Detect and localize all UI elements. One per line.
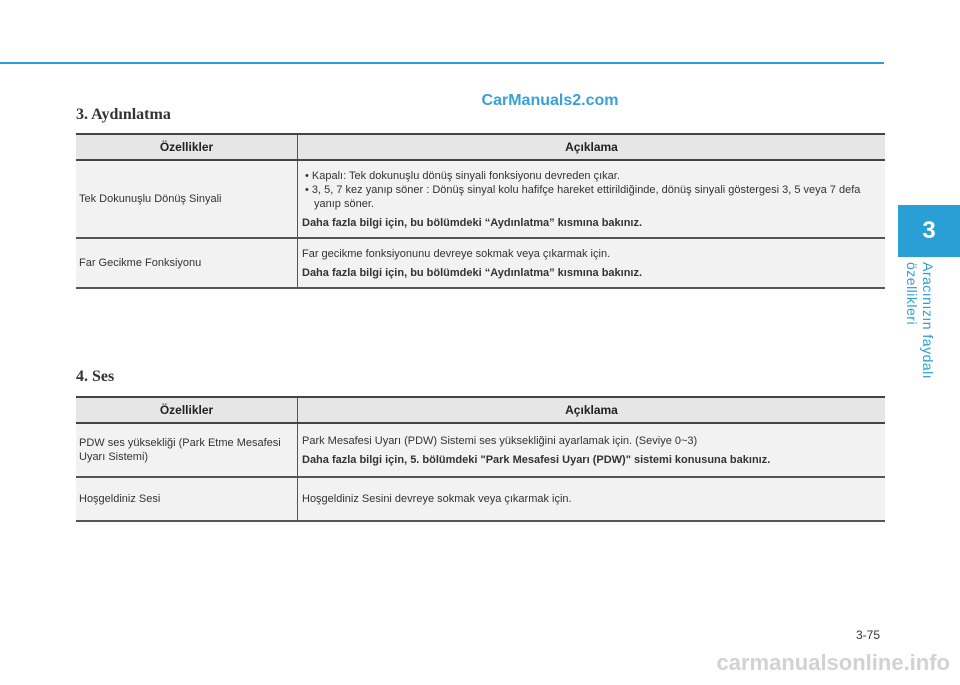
reference-note: Daha fazla bilgi için, bu bölümdeki “Aydınlatma” kısmına bakınız. <box>302 216 643 229</box>
watermark-top: CarManuals2.com <box>481 92 619 109</box>
lighting-table <box>76 133 885 289</box>
feature-cell: Tek Dokunuşlu Dönüş Sinyali <box>76 160 298 238</box>
section-title-sound: 4. Ses <box>76 368 115 385</box>
description-cell <box>298 477 886 521</box>
bullet-item: • 3, 5, 7 kez yanıp söner : Dönüş sinyal kolu hafifçe hareket ettirildiğinde, dönüş sinyali göstergesi 3, 5 veya 7 defa yanıp söner. <box>305 183 861 210</box>
description-text: Park Mesafesi Uyarı (PDW) Sistemi ses yüksekliğini ayarlamak için. (Seviye 0~3) <box>302 434 698 447</box>
table-row <box>76 423 885 477</box>
header-rule <box>0 62 884 64</box>
chapter-number: 3 <box>922 217 936 244</box>
feature-cell: Far Gecikme Fonksiyonu <box>76 238 298 288</box>
description-text: Far gecikme fonksiyonunu devreye sokmak veya çıkarmak için. <box>302 247 611 260</box>
section-title-lighting: 3. Aydınlatma <box>76 106 171 123</box>
feature-cell: PDW ses yüksekliği (Park Etme Mesafesi Uyarı Sistemi) <box>76 423 298 477</box>
description-cell <box>298 160 886 238</box>
feature-cell: Hoşgeldiniz Sesi <box>76 477 298 521</box>
table-header-row <box>76 134 885 160</box>
column-header-description: Açıklama <box>298 397 886 423</box>
reference-note: Daha fazla bilgi için, 5. bölümdeki "Park Mesafesi Uyarı (PDW)" sistemi konusuna bakınız. <box>302 453 771 466</box>
column-header-features: Özellikler <box>76 397 298 423</box>
watermark-bottom: carmanualsonline.info <box>716 650 950 675</box>
description-cell <box>298 238 886 288</box>
page-number: 3-75 <box>856 628 881 642</box>
table-row <box>76 477 885 521</box>
column-header-features: Özellikler <box>76 134 298 160</box>
sound-table <box>76 396 885 522</box>
column-header-description: Açıklama <box>298 134 886 160</box>
reference-note: Daha fazla bilgi için, bu bölümdeki “Aydınlatma” kısmına bakınız. <box>302 266 643 279</box>
chapter-title: Aracınızın faydalı özellikleri <box>904 262 936 380</box>
bullet-item: • Kapalı: Tek dokunuşlu dönüş sinyali fonksiyonu devreden çıkar. <box>305 169 620 182</box>
chapter-tab <box>898 205 960 257</box>
description-text: Hoşgeldiniz Sesini devreye sokmak veya çıkarmak için. <box>302 493 572 505</box>
table-header-row <box>76 397 885 423</box>
description-cell <box>298 423 886 477</box>
table-row <box>76 238 885 288</box>
table-row <box>76 160 885 238</box>
